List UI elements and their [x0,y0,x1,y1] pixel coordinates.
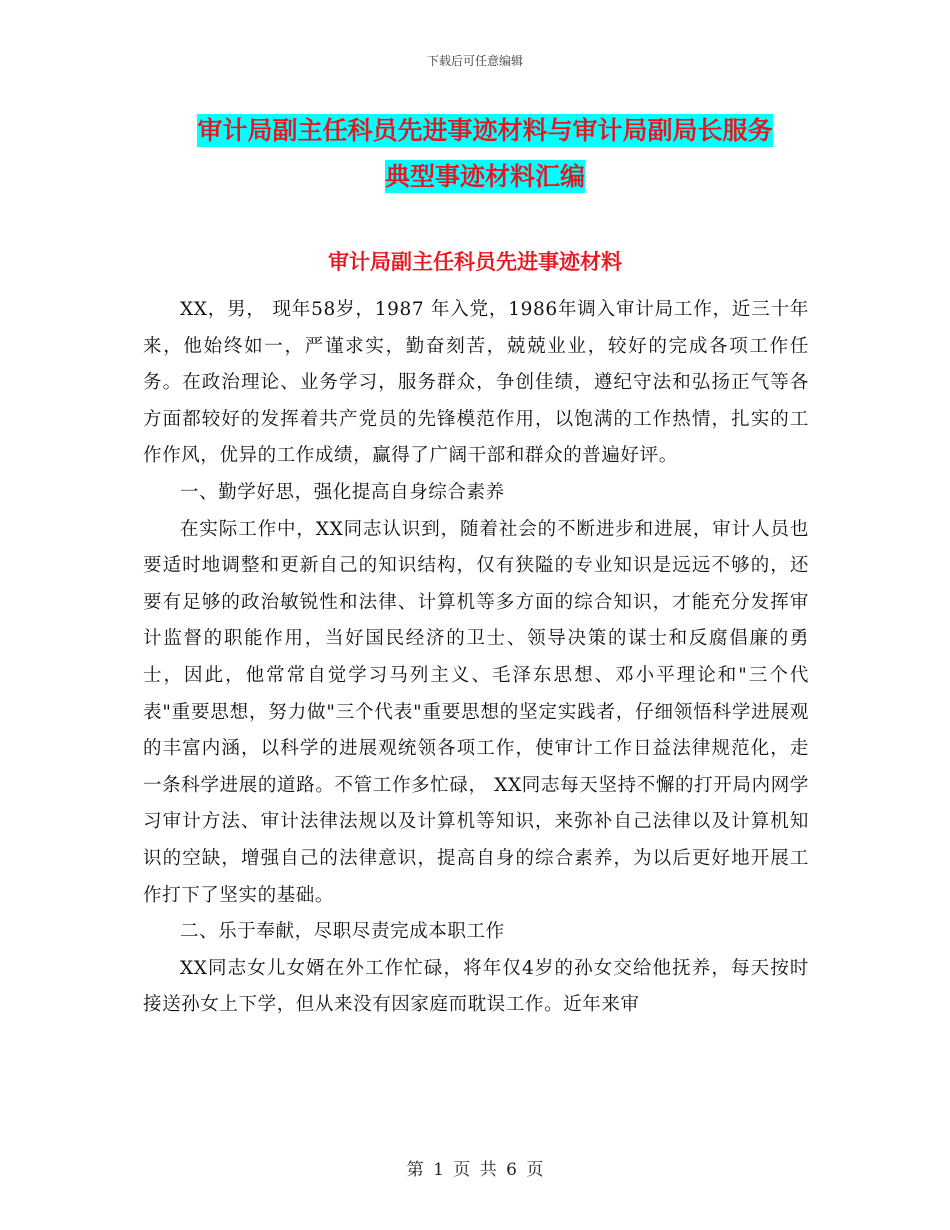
document-title [140,108,830,200]
body-paragraph: XX同志女儿女婿在外工作忙碌，将年仅4岁的孙女交给他抚养，每天按时接送孙女上下学，但从来没有因家庭而耽误工作。近年来审 [143,957,809,1016]
document-title-line-1: 审计局副主任科员先进事迹材料与审计局副局长服务 [197,116,773,145]
body-paragraph: XX，男， 现年58岁，1987 年入党，1986年调入审计局工作，近三十年来，他始终如一，严谨求实，勤奋刻苦，兢兢业业，较好的完成各项工作任务。在政治理论、业务学习，服务群众，争创佳绩，遵纪守法和弘扬正气等各方面都较好的发挥着共产党员的先锋模范作用，以饱满的工作热情，扎实的工作作风，优异的工作成绩，赢得了广阔干部和群众的普遍好评。 [143,299,809,467]
section-heading: 一、勤学好思，强化提高自身综合素养 [180,481,505,503]
page-header-note: 下载后可任意编辑 [426,54,523,68]
section-heading: 二、乐于奉献，尽职尽责完成本职工作 [180,921,505,943]
section-title: 审计局副主任科员先进事迹材料 [328,250,622,274]
document-body [143,292,809,1024]
page-number: 第 1 页 共 6 页 [406,1160,544,1180]
body-paragraph: 在实际工作中，XX同志认识到，随着社会的不断进步和进展，审计人员也要适时地调整和更新自己的知识结构，仅有狭隘的专业知识是远远不够的，还要有足够的政治敏锐性和法律、计算机等多方面的综合知识，才能充分发挥审计监督的职能作用，当好国民经济的卫士、领导决策的谋士和反腐倡廉的勇士，因此，他常常自觉学习马列主义、毛泽东思想、邓小平理论和"三个代表"重要思想，努力做"三个代表"重要思想的坚定实践者，仔细领悟科学进展观的丰富内涵，以科学的进展观统领各项工作，使审计工作日益法律规范化，走一条科学进展的道路。不管工作多忙碌， XX同志每天坚持不懈的打开局内网学习审计方法、审计法律法规以及计算机等知识，来弥补自己法律以及计算机知识的空缺，增强自己的法律意识，提高自身的综合素养，为以后更好地开展工作打下了坚实的基础。 [143,518,809,906]
document-title-line-2: 典型事迹材料汇编 [384,162,585,191]
